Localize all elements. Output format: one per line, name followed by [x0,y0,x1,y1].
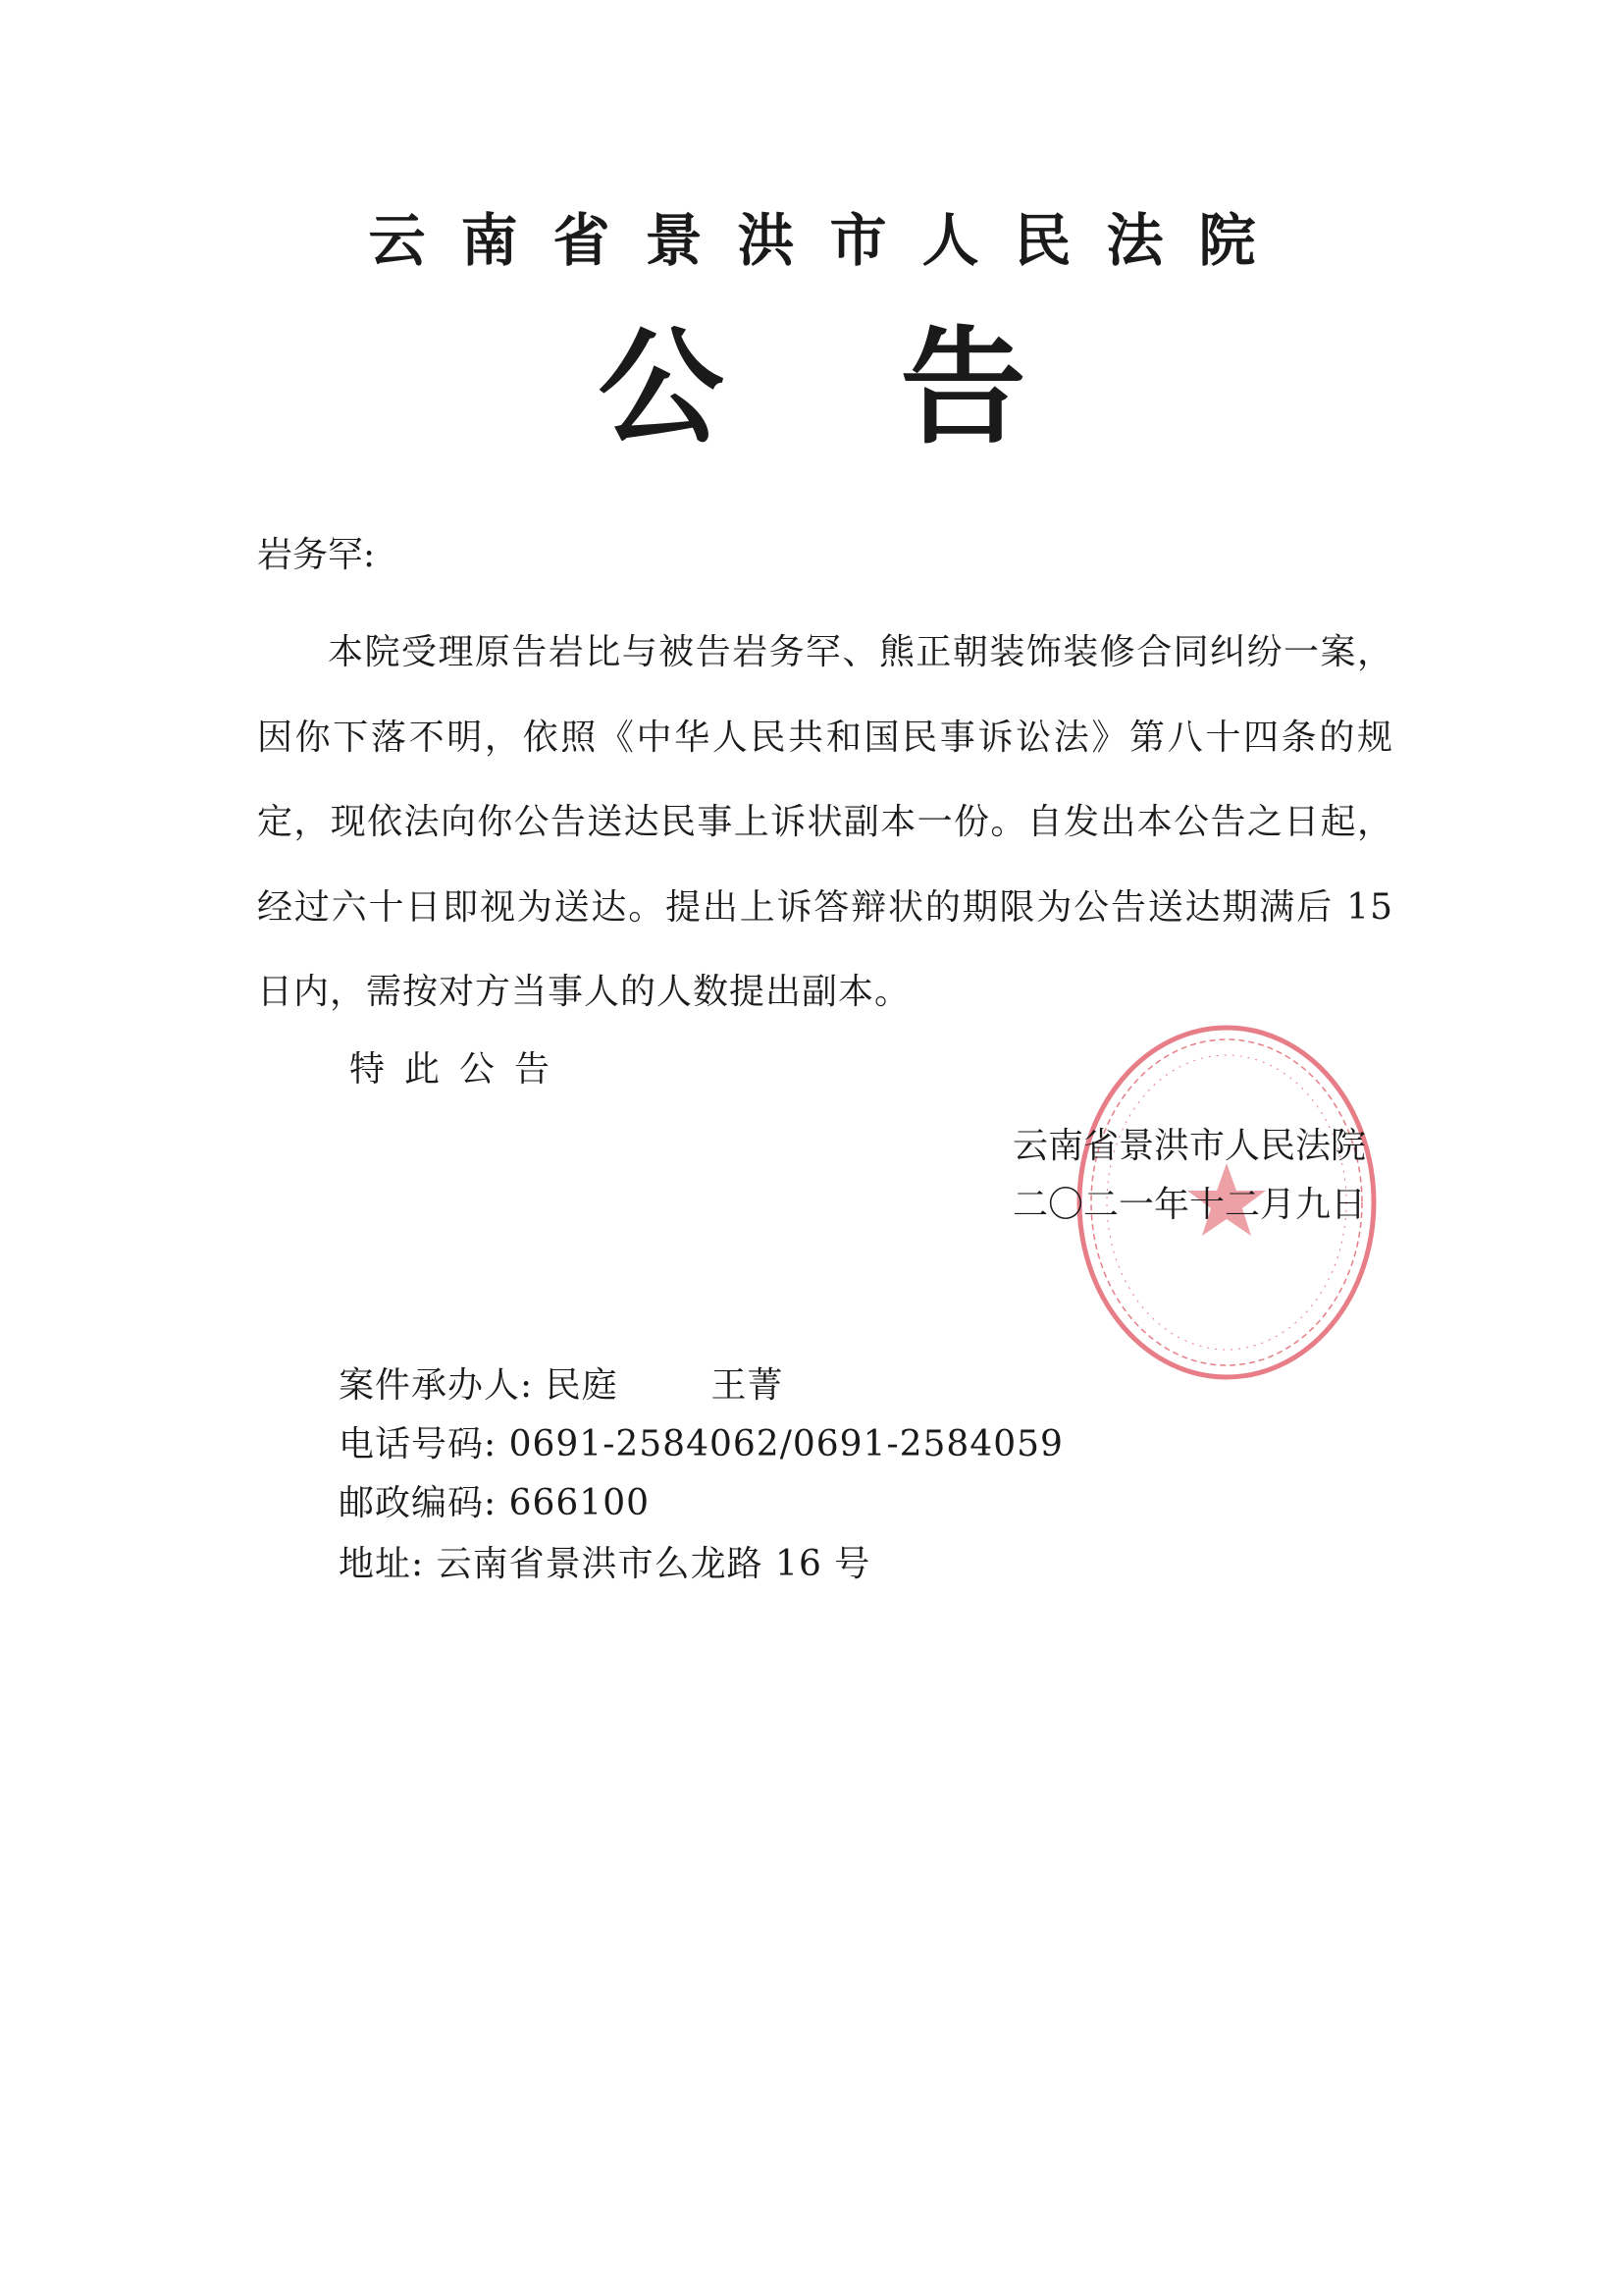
contact-address [339,1537,870,1592]
closing-phrase: 特此公告 [349,1049,570,1090]
court-name-heading: 云南省景洪市人民法院 [368,207,1291,274]
handler-name: 王菁 [710,1365,784,1406]
handler-dept: 民庭 [545,1365,618,1406]
contact-handler [339,1358,784,1413]
postcode-label: 邮政编码: [339,1483,498,1523]
signature-court-name: 云南省景洪市人民法院 [1013,1126,1367,1166]
phone-label: 电话号码: [339,1424,498,1464]
address-value: 云南省景洪市么龙路 16 号 [436,1544,871,1584]
notice-body: 本院受理原告岩比与被告岩务罕、熊正朝装饰装修合同纠纷一案，因你下落不明，依照《中华人民共和国民事诉讼法》第八十四条的规定，现依法向你公告送达民事上诉状副本一份。自发出本公告之日起，经过六十日即视为送达。提出上诉答辩状的期限为公告送达期满后 15 日内，需按对方当事人的人数提出副本。 [257,632,1393,1012]
contact-postcode [339,1476,650,1531]
addressee: 岩务罕: [257,535,376,575]
phone-value: 0691-2584062/0691-2584059 [508,1424,1064,1464]
notice-title: 公告 [598,314,1203,461]
contact-phone [339,1417,1064,1472]
postcode-value: 666100 [508,1483,651,1523]
address-label: 地址: [339,1544,425,1584]
handler-label: 案件承办人: [339,1365,534,1406]
signature-date: 二〇二一年十二月九日 [1013,1185,1367,1225]
